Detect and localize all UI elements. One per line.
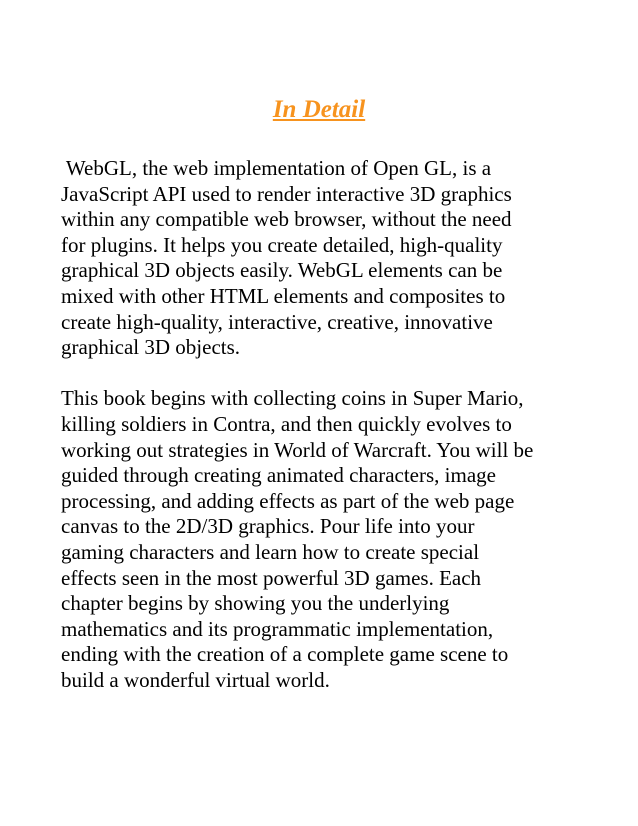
text-line: ending with the creation of a complete game scene to [61,642,509,667]
text-line: mixed with other HTML elements and composites to [61,283,506,308]
text-line: effects seen in the most powerful 3D games. Each [61,565,482,590]
text-line: JavaScript API used to render interactive 3D graphics [61,181,512,206]
page-title: In Detail [272,96,366,123]
text-line: canvas to the 2D/3D graphics. Pour life into your [61,514,475,539]
text-line: guided through creating animated characters, image [61,463,496,488]
text-line: gaming characters and learn how to create special [61,539,480,564]
paragraph-book-summary [61,386,581,693]
text-line: for plugins. It helps you create detailed, high-quality [61,232,503,257]
text-line: graphical 3D objects. [61,335,241,360]
text-line: This book begins with collecting coins in Super Mario, [61,386,524,411]
text-line: within any compatible web browser, without the need [61,207,512,232]
text-line: chapter begins by showing you the underlying [61,591,450,616]
body-text [61,156,581,693]
text-line: graphical 3D objects easily. WebGL elements can be [61,258,503,283]
text-line: working out strategies in World of Warcraft. You will be [61,437,534,462]
text-line: create high-quality, interactive, creative, innovative [61,309,493,334]
text-line: build a wonderful virtual world. [61,667,330,692]
paragraph-intro [61,156,581,361]
text-line: processing, and adding effects as part of the web page [61,488,515,513]
text-line: mathematics and its programmatic implementation, [61,616,494,641]
text-line: killing soldiers in Contra, and then quickly evolves to [61,411,512,436]
paragraph-gap [61,361,581,387]
text-line: WebGL, the web implementation of Open GL, is a [61,156,492,180]
